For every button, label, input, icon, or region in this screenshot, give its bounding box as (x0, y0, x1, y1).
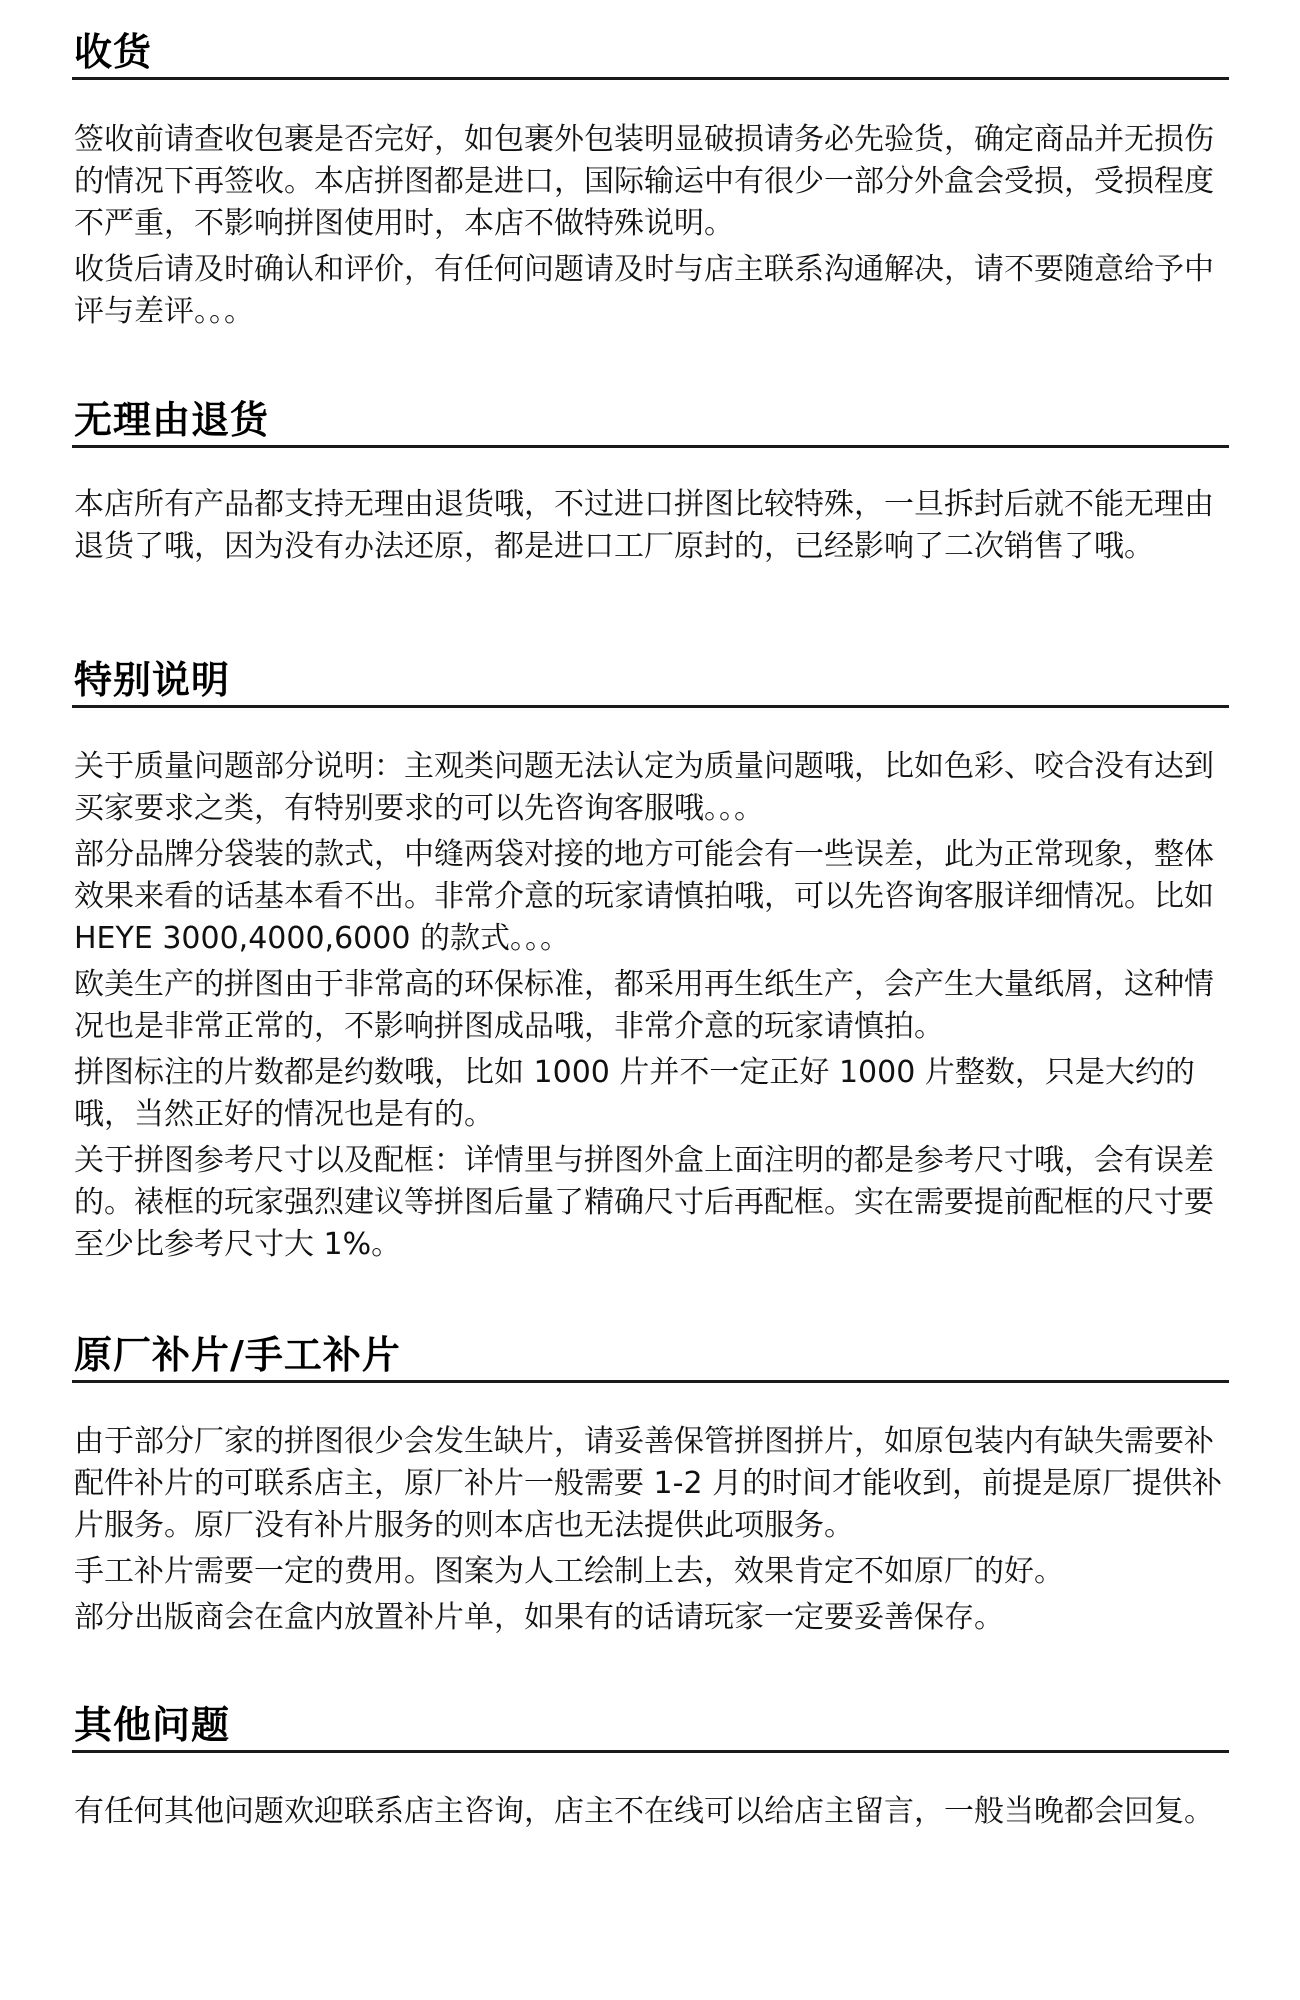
section-body (72, 1421, 1229, 1639)
section-no-reason-return (72, 395, 1229, 572)
heading-rule (72, 77, 1229, 80)
paragraph: 有任何其他问题欢迎联系店主咨询，店主不在线可以给店主留言，一般当晚都会回复。 (74, 1794, 1214, 1829)
heading-rule (72, 445, 1229, 448)
paragraph: 关于质量问题部分说明：主观类问题无法认定为质量问题哦，比如色彩、咬合没有达到买家要求之类，有特别要求的可以先咨询客服哦。。。 (74, 749, 1214, 826)
section-heading: 无理由退货 (74, 398, 270, 442)
paragraph: 手工补片需要一定的费用。图案为人工绘制上去，效果肯定不如原厂的好。 (74, 1554, 1064, 1589)
paragraph: 部分品牌分袋装的款式，中缝两袋对接的地方可能会有一些误差，此为正常现象，整体效果来看的话基本看不出。非常介意的玩家请慎拍哦，可以先咨询客服详细情况。比如 HEYE 3000,4000,6000 的款式。。。 (74, 837, 1214, 956)
section-body (72, 1791, 1229, 1833)
paragraph: 部分出版商会在盒内放置补片单，如果有的话请玩家一定要妥善保存。 (74, 1600, 1004, 1635)
section-special-notes (72, 655, 1229, 1270)
section-replacement-pieces (72, 1330, 1229, 1643)
paragraph: 由于部分厂家的拼图很少会发生缺片，请妥善保管拼图拼片，如原包装内有缺失需要补配件补片的可联系店主，原厂补片一般需要 1-2 月的时间才能收到，前提是原厂提供补片服务。原厂没有补片服务的则本店也无法提供此项服务。 (74, 1424, 1223, 1543)
section-body (72, 119, 1229, 333)
paragraph: 签收前请查收包裹是否完好，如包裹外包装明显破损请务必先验货，确定商品并无损伤的情况下再签收。本店拼图都是进口，国际输运中有很少一部分外盒会受损，受损程度不严重，不影响拼图使用时，本店不做特殊说明。 (74, 122, 1214, 241)
heading-rule (72, 1380, 1229, 1383)
paragraph: 本店所有产品都支持无理由退货哦，不过进口拼图比较特殊，一旦拆封后就不能无理由退货了哦，因为没有办法还原，都是进口工厂原封的，已经影响了二次销售了哦。 (74, 487, 1214, 564)
paragraph: 关于拼图参考尺寸以及配框：详情里与拼图外盒上面注明的都是参考尺寸哦，会有误差的。裱框的玩家强烈建议等拼图后量了精确尺寸后再配框。实在需要提前配框的尺寸要至少比参考尺寸大 1%。 (74, 1143, 1214, 1262)
section-body (72, 484, 1229, 568)
paragraph: 拼图标注的片数都是约数哦，比如 1000 片并不一定正好 1000 片整数，只是大约的哦，当然正好的情况也是有的。 (74, 1055, 1195, 1132)
section-heading: 原厂补片/手工补片 (74, 1333, 401, 1377)
section-body (72, 746, 1229, 1266)
section-heading: 特别说明 (74, 658, 231, 702)
section-heading: 收货 (74, 30, 153, 74)
section-other-questions (72, 1700, 1229, 1837)
heading-rule (72, 705, 1229, 708)
section-heading: 其他问题 (74, 1703, 231, 1747)
paragraph: 收货后请及时确认和评价，有任何问题请及时与店主联系沟通解决，请不要随意给予中评与差评。。。 (74, 252, 1214, 329)
heading-rule (72, 1750, 1229, 1753)
section-receiving (72, 27, 1229, 337)
paragraph: 欧美生产的拼图由于非常高的环保标准，都采用再生纸生产，会产生大量纸屑，这种情况也是非常正常的，不影响拼图成品哦，非常介意的玩家请慎拍。 (74, 967, 1214, 1044)
